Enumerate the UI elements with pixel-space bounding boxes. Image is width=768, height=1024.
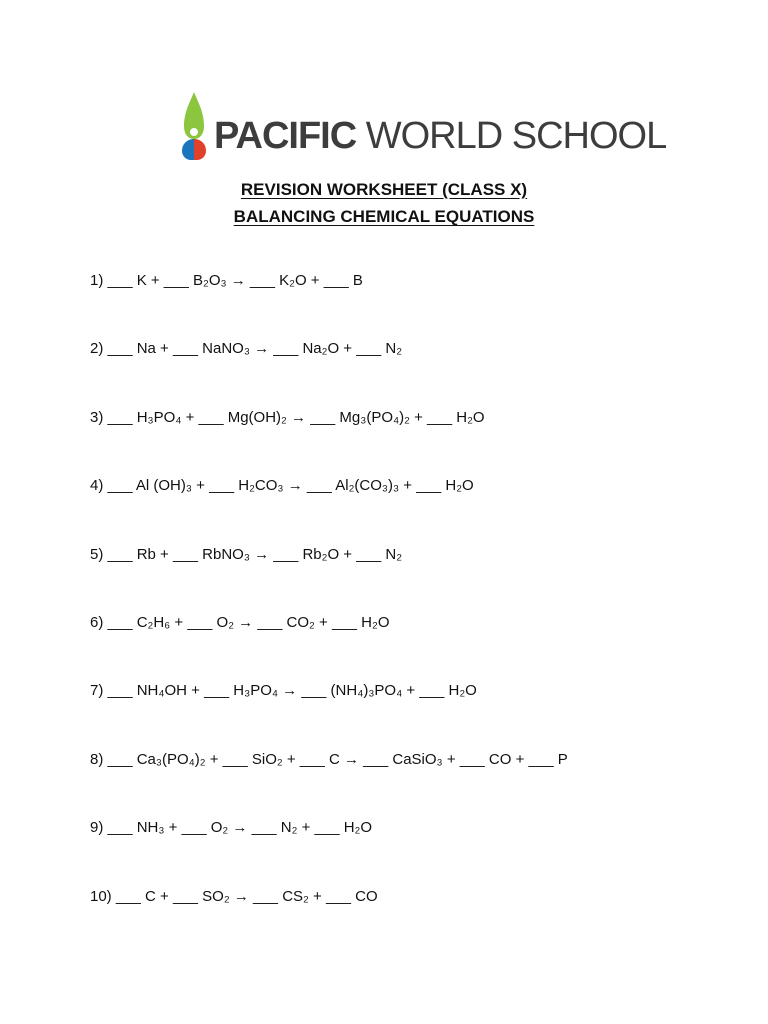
question-list xyxy=(90,270,730,954)
worksheet-subtitle-text: BALANCING CHEMICAL EQUATIONS xyxy=(233,207,535,226)
question-2: 2) ___ Na + ___ NaNO₃ → ___ Na₂O + ___ N₂ xyxy=(90,340,403,358)
question-6: 6) ___ C₂H₆ + ___ O₂ → ___ CO₂ + ___ H₂O xyxy=(90,613,390,631)
question-5: 5) ___ Rb + ___ RbNO₃ → ___ Rb₂O + ___ N₂ xyxy=(90,545,403,563)
logo-word-pacific: PACIFIC xyxy=(214,115,357,157)
question-8: 8) ___ Ca₃(PO₄)₂ + ___ SiO₂ + ___ C → ___ CaSiO₃ + ___ CO + ___ P xyxy=(90,750,568,768)
worksheet-subtitle xyxy=(0,206,768,228)
question-4: 4) ___ Al (OH)₃ + ___ H₂CO₃ → ___ Al₂(CO₃)₃ + ___ H₂O xyxy=(90,477,474,495)
worksheet-title-text: REVISION WORKSHEET (CLASS X) xyxy=(240,180,528,199)
question-3: 3) ___ H₃PO₄ + ___ Mg(OH)₂ → ___ Mg₃(PO₄)₂ + ___ H₂O xyxy=(90,408,485,426)
water-drop-logo-icon xyxy=(180,92,208,160)
worksheet-title xyxy=(0,179,768,201)
question-7: 7) ___ NH₄OH + ___ H₃PO₄ → ___ (NH₄)₃PO₄ + ___ H₂O xyxy=(90,682,477,700)
logo-wordmark xyxy=(214,114,666,158)
logo-word-world-school: WORLD SCHOOL xyxy=(356,115,667,157)
question-10: 10) ___ C + ___ SO₂ → ___ CS₂ + ___ CO xyxy=(90,887,378,905)
school-logo xyxy=(180,92,667,162)
question-9: 9) ___ NH₃ + ___ O₂ → ___ N₂ + ___ H₂O xyxy=(90,819,373,837)
question-1: 1) ___ K + ___ B₂O₃ → ___ K₂O + ___ B xyxy=(90,272,363,289)
